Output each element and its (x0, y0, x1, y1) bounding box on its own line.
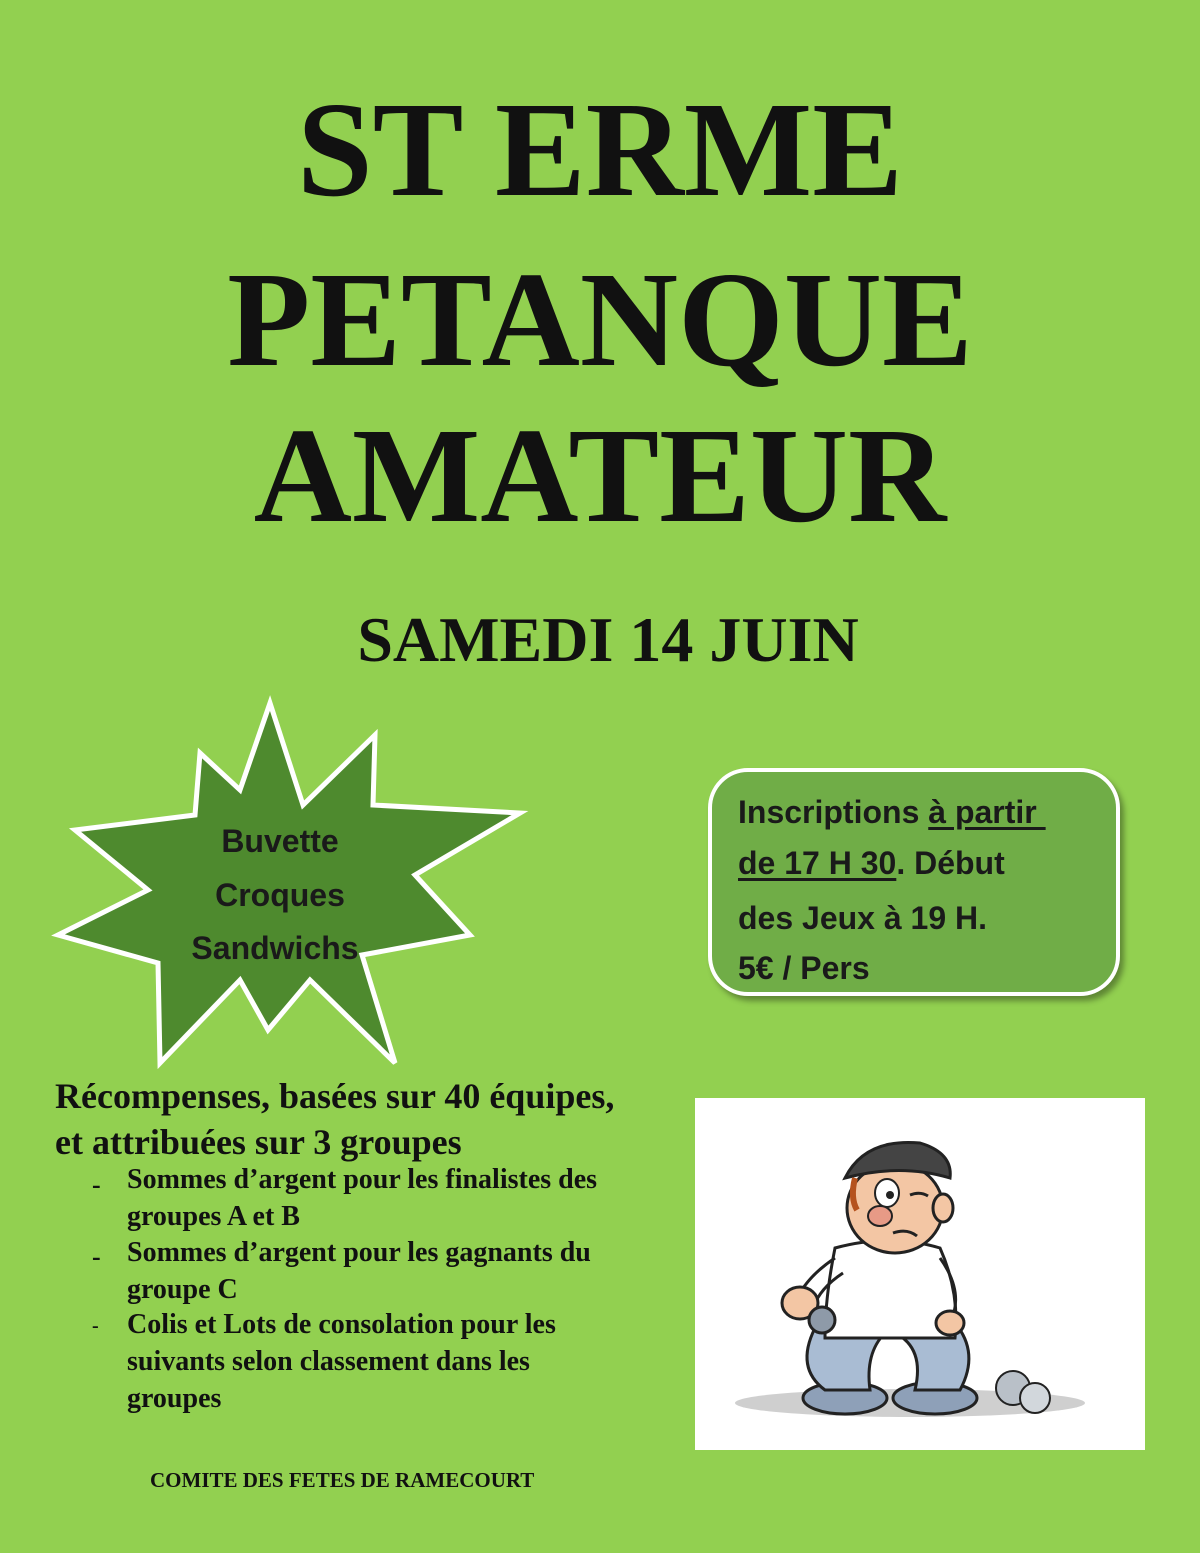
petanque-player-illustration (695, 1098, 1145, 1450)
starburst-line-3: Sandwichs (191, 930, 359, 966)
registration-price: 5€ / Pers (738, 950, 870, 986)
title-line-2: PETANQUE (227, 245, 973, 395)
reward-item-2-line-1: Sommes d’argent pour les gagnants du (127, 1237, 591, 1268)
registration-underlined-text: à partir (928, 794, 1046, 830)
rewards-heading-2: et attribuées sur 3 groupes (55, 1122, 462, 1162)
petanque-player-cartoon-icon (695, 1098, 1145, 1450)
registration-line-2 (738, 847, 1005, 879)
reward-item-2-line-2: groupe C (127, 1274, 238, 1305)
reward-item-3-line-2: suivants selon classement dans les (127, 1346, 530, 1377)
bullet-dash: - (92, 1170, 101, 1199)
event-date: SAMEDI 14 JUIN (357, 604, 859, 675)
bullet-dash: - (92, 1242, 101, 1271)
starburst-line-1: Buvette (221, 823, 339, 859)
starburst-line-2: Croques (215, 877, 345, 913)
title-line-1: ST ERME (297, 75, 903, 225)
title-line-3: AMATEUR (253, 401, 947, 551)
registration-text: . Début (896, 845, 1005, 881)
rewards-heading-1: Récompenses, basées sur 40 équipes, (55, 1076, 615, 1116)
registration-time: de 17 H 30 (738, 845, 897, 881)
registration-line-3: des Jeux à 19 H. (738, 900, 988, 936)
reward-item-1-line-1: Sommes d’argent pour les finalistes des (127, 1164, 598, 1195)
registration-text: Inscriptions (738, 794, 929, 830)
bullet-dash: - (92, 1315, 99, 1337)
registration-line-1 (738, 796, 1046, 828)
reward-item-3-line-3: groupes (127, 1383, 222, 1414)
organizer-footer: COMITE DES FETES DE RAMECOURT (150, 1468, 535, 1492)
reward-item-1-line-2: groupes A et B (127, 1201, 300, 1232)
reward-item-3-line-1: Colis et Lots de consolation pour les (127, 1309, 556, 1340)
